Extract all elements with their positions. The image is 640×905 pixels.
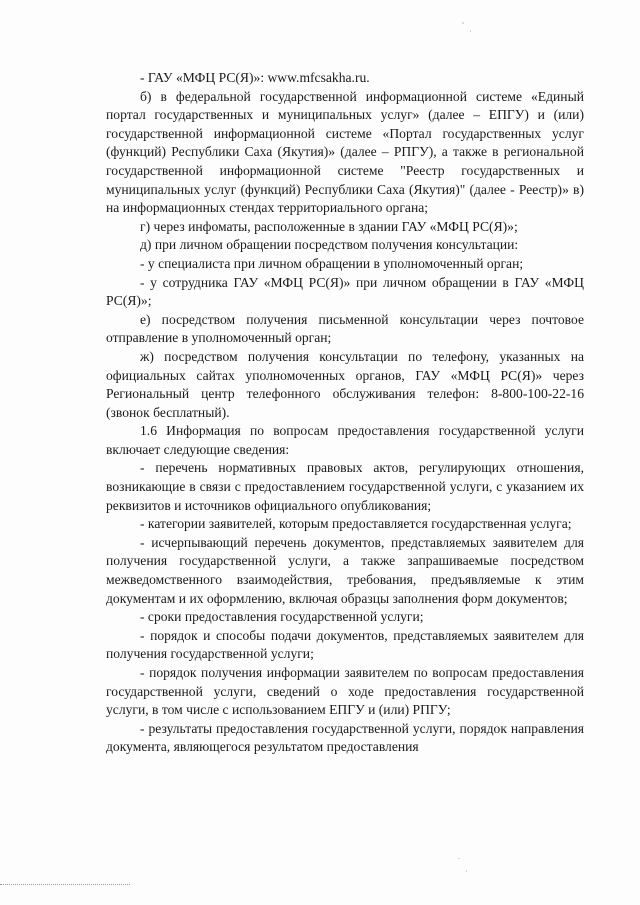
scan-speck	[470, 30, 471, 32]
paragraph-documents-list: - исчерпывающий перечень документов, представляемых заявителем для получения государственной услуги, а также запрашиваемые посредством межведомственного взаимодействия, требования, предъявляемые к этим документам и их оформлению, включая образцы заполнения форм документов;	[106, 534, 584, 606]
scan-edge-dots	[0, 884, 130, 887]
scan-speck	[462, 22, 464, 24]
scan-speck	[458, 858, 460, 859]
paragraph-deadlines: - сроки предоставления государственной услуги;	[140, 609, 424, 625]
paragraph-applicant-categories: - категории заявителей, которым предоставляется государственная услуга;	[140, 516, 572, 532]
paragraph-website: - ГАУ «МФЦ РС(Я)»: www.mfcsakha.ru.	[140, 70, 370, 85]
paragraph-infomats: г) через инфоматы, расположенные в здании ГАУ «МФЦ РС(Я)»;	[140, 218, 518, 234]
paragraph-written-consultation: е) посредством получения письменной консультации через почтовое отправление в уполномоченный орган;	[106, 311, 584, 346]
paragraph-phone-consultation: ж) посредством получения консультации по телефону, указанных на официальных сайтах уполномоченных органов, ГАУ «МФЦ РС(Я)» через Региональный центр телефонного обслуживания телефон: 8-800-100-22-16 (звонок бесплатный).	[106, 348, 584, 420]
paragraph-mfc-employee: - у сотрудника ГАУ «МФЦ РС(Я)» при личном обращении в ГАУ «МФЦ РС(Я)»;	[106, 274, 584, 309]
paragraph-submission-methods: - порядок и способы подачи документов, представляемых заявителем для получения государственной услуги;	[106, 627, 584, 662]
paragraph-portals: б) в федеральной государственной информационной системе «Единый портал государственных и муниципальных услуг» (далее – ЕПГУ) и (или) государственной информационной системе «Портал государственных услуг (функций) Республики Саха (Якутия)» (далее – РПГУ), а также в региональной государственной информационной системе "Реестр государственных и муниципальных услуг (функций) Республики Саха (Якутия)" (далее - Реестр)» в) на информационных стендах территориального органа;	[106, 88, 584, 216]
paragraph-information-procedure: - порядок получения информации заявителем по вопросам предоставления государственной услуги, сведений о ходе предоставления государственной услуги, в том числе с использованием ЕПГУ и (или) РПГУ;	[106, 665, 584, 718]
paragraph-personal-visit: д) при личном обращении посредством получения консультации:	[140, 237, 519, 253]
paragraph-section-1-6: 1.6 Информация по вопросам предоставления государственной услуги включает следующие сведения:	[106, 423, 584, 457]
paragraph-legal-acts: - перечень нормативных правовых актов, регулирующих отношения, возникающие в связи с предоставлением государственной услуги, с указанием их реквизитов и источников официального опубликования;	[106, 460, 584, 513]
paragraph-specialist: - у специалиста при личном обращении в уполномоченный орган;	[140, 255, 524, 271]
scan-speck	[466, 870, 467, 872]
document-body	[106, 69, 584, 757]
paragraph-results: - результаты предоставления государственной услуги, порядок направления документа, являющегося результатом предоставления	[106, 720, 584, 755]
